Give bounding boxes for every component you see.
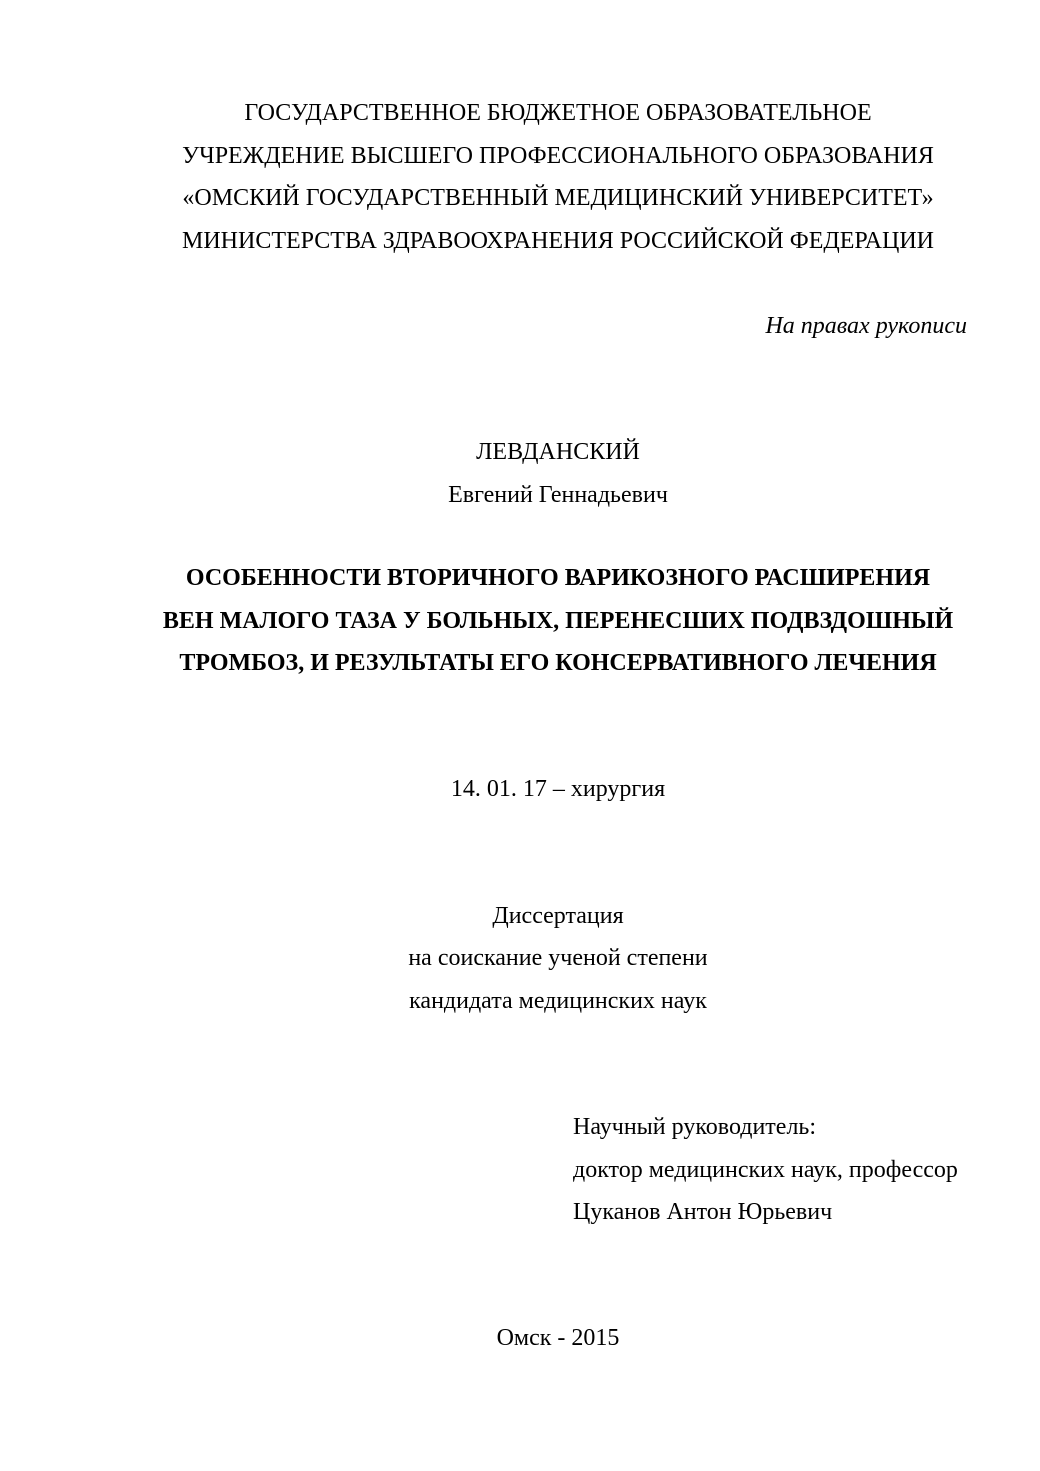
degree-line-2: на соискание ученой степени bbox=[408, 945, 708, 971]
supervisor-line-3: Цуканов Антон Юрьевич bbox=[573, 1199, 833, 1225]
author-surname: ЛЕВДАНСКИЙ bbox=[476, 439, 640, 465]
degree-line-3: кандидата медицинских наук bbox=[409, 988, 707, 1014]
supervisor-line-1: Научный руководитель: bbox=[573, 1114, 817, 1140]
manuscript-note: На правах рукописи bbox=[765, 313, 967, 339]
institution-line-4: МИНИСТЕРСТВА ЗДРАВООХРАНЕНИЯ РОССИЙСКОЙ ФЕДЕРАЦИИ bbox=[181, 228, 935, 254]
specialty: 14. 01. 17 – хирургия bbox=[450, 776, 666, 802]
degree-line-1: Диссертация bbox=[492, 903, 624, 929]
institution-line-3: «ОМСКИЙ ГОСУДАРСТВЕННЫЙ МЕДИЦИНСКИЙ УНИВЕРСИТЕТ» bbox=[182, 185, 934, 211]
title-line-1: ОСОБЕННОСТИ ВТОРИЧНОГО ВАРИКОЗНОГО РАСШИРЕНИЯ bbox=[185, 565, 931, 591]
supervisor-line-2: доктор медицинских наук, профессор bbox=[573, 1157, 958, 1183]
place-year: Омск - 2015 bbox=[496, 1325, 620, 1351]
author-given-names: Евгений Геннадьевич bbox=[448, 482, 668, 508]
title-line-2: ВЕН МАЛОГО ТАЗА У БОЛЬНЫХ, ПЕРЕНЕСШИХ ПОДВЗДОШНЫЙ bbox=[162, 608, 954, 634]
institution-line-1: ГОСУДАРСТВЕННОЕ БЮДЖЕТНОЕ ОБРАЗОВАТЕЛЬНОЕ bbox=[244, 100, 872, 126]
title-line-3: ТРОМБОЗ, И РЕЗУЛЬТАТЫ ЕГО КОНСЕРВАТИВНОГО ЛЕЧЕНИЯ bbox=[179, 650, 937, 676]
institution-line-2: УЧРЕЖДЕНИЕ ВЫСШЕГО ПРОФЕССИОНАЛЬНОГО ОБРАЗОВАНИЯ bbox=[182, 143, 934, 169]
